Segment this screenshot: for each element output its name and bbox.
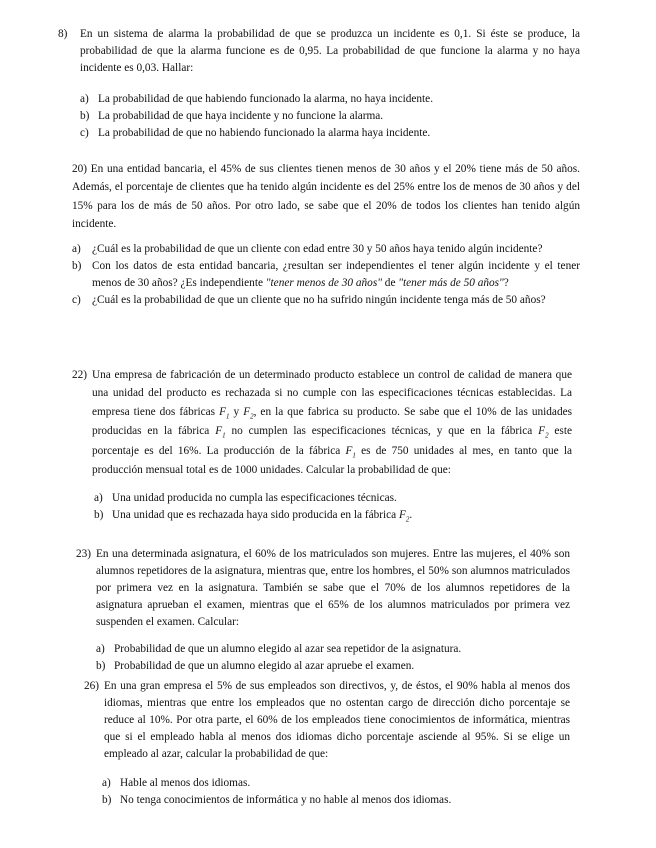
- item-text: La probabilidad de que habiendo funcionado la alarma, no haya incidente.: [98, 92, 434, 105]
- item-label: a): [94, 491, 103, 504]
- problem-23: [76, 546, 570, 675]
- list-item: [80, 125, 580, 142]
- item-label: c): [80, 126, 89, 139]
- problem-22: [72, 366, 572, 524]
- statement-part: no cumplen las especificaciones técnicas, y que en la fábrica: [225, 425, 539, 438]
- item-text: Probabilidad de que un alumno elegido al azar apruebe el examen.: [114, 659, 415, 672]
- item-text: [92, 258, 580, 292]
- problem-statement: En una gran empresa el 5% de sus empleados son directivos, y, de éstos, el 90% habla al menos dos idiomas, mientras que entre los empleados que no ostentan cargo de dirección dicho porcentaje se reduce al 10%. Por otra parte, el 60% de los empleados tiene conocimientos de informática, mientras que si el empleado habla al menos dos idiomas dicho porcentaje asciende al 95%. Si se elige un empleado al azar, calcular la probabilidad de que:: [104, 680, 570, 760]
- list-item: [80, 108, 580, 125]
- list-item: [94, 507, 572, 525]
- item-text: Hable al menos dos idiomas.: [120, 776, 251, 789]
- item-text: ¿Cuál es la probabilidad de que un cliente que no ha sufrido ningún incidente tenga más de 50 años?: [92, 294, 546, 306]
- statement-part: es de 750 unidades al mes, en tanto que la producción mensual total es de 1000 unidades. Calcular la probabilidad de que:: [92, 444, 573, 477]
- list-item: [94, 490, 572, 507]
- factory-2-symbol: $F_2$: [399, 508, 410, 523]
- problem-statement: En un sistema de alarma la probabilidad de que se produzca un incidente es 0,1. Si éste se produce, la probabilidad de que la alarma funcione es de 0,95. La probabilidad de que funcione la alarma y no haya incidente es 0,03. Hallar:: [80, 28, 580, 74]
- list-item: [102, 775, 570, 792]
- item-label: a): [102, 776, 111, 789]
- item-label: a): [80, 92, 89, 105]
- item-label: b): [96, 659, 106, 672]
- item-label: a): [96, 642, 105, 655]
- list-item: [80, 91, 580, 108]
- problem-26: [84, 678, 570, 809]
- list-item: [102, 792, 570, 809]
- item-text: ¿Cuál es la probabilidad de que un cliente con edad entre 30 y 50 años haya tenido algún incidente?: [92, 243, 543, 256]
- problem-number: 8): [58, 28, 68, 40]
- statement-part: Una empresa de fabricación de un determinado producto establece un control de calidad de manera que una unidad del producto es rechazada si no cumple con las especificaciones técnicas establecidas. La empresa tiene dos fábricas: [92, 369, 572, 418]
- item-label: c): [72, 294, 81, 306]
- problem-statement: En una entidad bancaria, el 45% de sus clientes tienen menos de 30 años y el 20% tiene más de 50 años. Además, el porcentaje de clientes que ha tenido algún incidente es del 25% entre los de menos de 30 años y del 15% para los de más de 50 años. Por otro lado, se sabe que el 20% de todos los clientes han tenido algún incidente.: [72, 163, 580, 230]
- item-text: La probabilidad de que haya incidente y no funcione la alarma.: [98, 109, 384, 122]
- item-text: La probabilidad de que no habiendo funcionado la alarma haya incidente.: [98, 126, 431, 139]
- list-item: [96, 641, 570, 658]
- factory-1-symbol: $F_1$: [219, 405, 230, 420]
- problem-statement: En una determinada asignatura, el 60% de los matriculados son mujeres. Entre las mujeres, el 40% son alumnos repetidores de la asignatura, mientras que, entre los hombres, el 50% son alumnos matriculados por primera vez en la asignatura. También se sabe que el 70% de los alumnos repetidores de la asignatura aprueban el examen, mientras que el 65% de los alumnos matriculados por primera vez suspenden el examen. Calcular:: [96, 548, 570, 628]
- problem-statement: [92, 366, 572, 480]
- list-item: [72, 241, 580, 258]
- problem-20: [72, 160, 580, 309]
- statement-part: , en la que fabrica su producto. Se sabe que el 10% de las unidades producidas en la fábrica: [92, 405, 573, 438]
- item-label: b): [72, 260, 82, 273]
- problem-number: 23): [76, 548, 92, 560]
- problem-8: [58, 26, 580, 142]
- factory-1-symbol: $F_1$: [215, 425, 226, 440]
- item-label: b): [80, 109, 90, 122]
- statement-part: y: [229, 405, 244, 418]
- item-text-part: de: [381, 277, 399, 290]
- list-item: [72, 258, 580, 292]
- problem-number: 22): [72, 369, 88, 381]
- item-text: Una unidad producida no cumpla las especificaciones técnicas.: [112, 491, 397, 504]
- item-text: [112, 507, 572, 525]
- item-text-part: ?: [503, 277, 509, 290]
- list-item: [72, 292, 580, 309]
- factory-1-symbol: $F_1$: [345, 444, 356, 459]
- item-text: Probabilidad de que un alumno elegido al azar sea repetidor de la asignatura.: [114, 642, 462, 655]
- problem-number: 26): [84, 680, 100, 692]
- item-label: b): [102, 793, 112, 806]
- item-text-emphasis: "tener menos de 30 años": [265, 277, 382, 290]
- item-text-emphasis: "tener más de 50 años": [398, 277, 504, 290]
- item-text-part: Con los datos de esta entidad bancaria, ¿resultan ser independientes el tener algún incidente y el tener menos de 30 años? ¿Es independiente: [92, 260, 580, 290]
- item-label: b): [94, 508, 104, 521]
- item-label: a): [72, 243, 81, 256]
- factory-2-symbol: $F_2$: [243, 405, 254, 420]
- item-text: No tenga conocimientos de informática y no hable al menos dos idiomas.: [120, 793, 452, 806]
- item-text-part: Una unidad que es rechazada haya sido producida en la fábrica: [112, 508, 399, 521]
- factory-2-symbol: $F_2$: [538, 425, 549, 440]
- list-item: [96, 658, 570, 675]
- statement-part: este porcentaje es del 16%. La producción de la fábrica: [92, 425, 572, 457]
- problem-number: 20): [72, 163, 88, 175]
- item-text-part: .: [409, 508, 413, 521]
